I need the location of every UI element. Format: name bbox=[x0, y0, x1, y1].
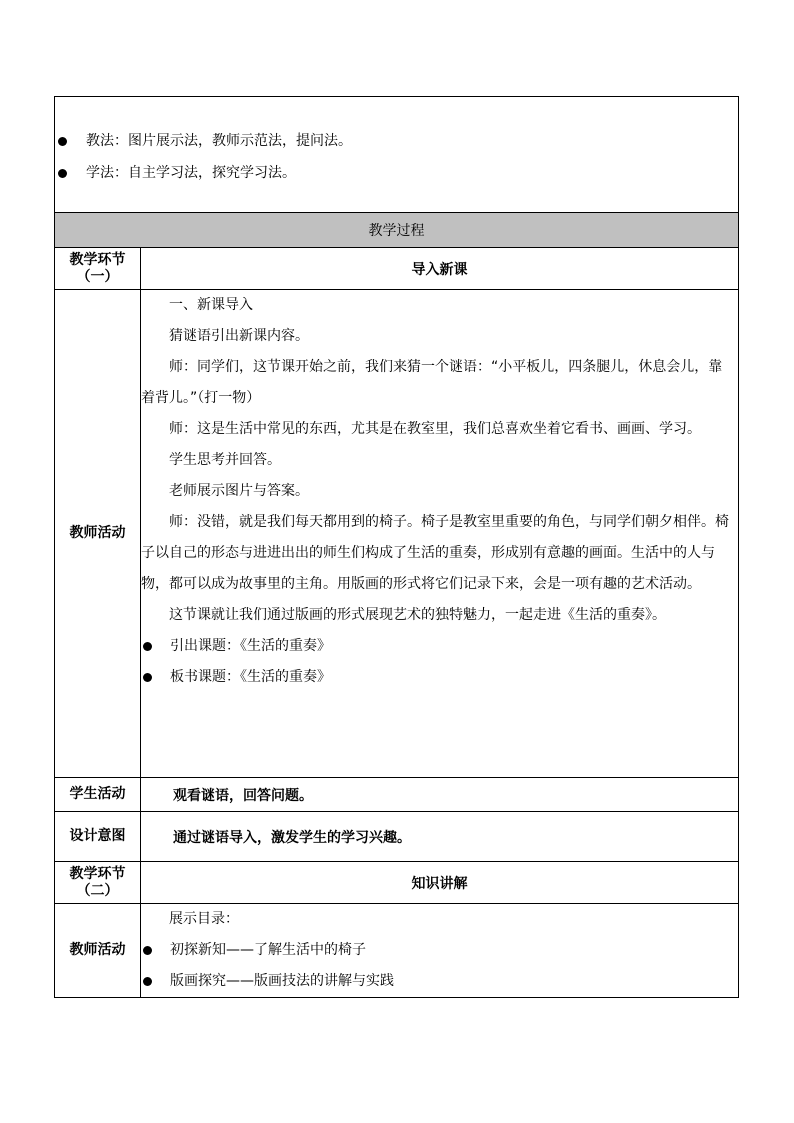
paragraph: 一、新课导入 bbox=[169, 297, 253, 313]
process-header: 教学过程 bbox=[55, 213, 739, 248]
paragraph: 老师展示图片与答案。 bbox=[169, 483, 309, 499]
paragraph: 学生思考并回答。 bbox=[169, 452, 281, 468]
process-header-row bbox=[55, 213, 739, 248]
section2-title: 知识讲解 bbox=[141, 862, 739, 904]
list-item bbox=[141, 966, 738, 997]
list-item bbox=[55, 125, 738, 157]
bullet-icon bbox=[143, 977, 152, 986]
section2-label: 教学环节（二） bbox=[55, 862, 141, 904]
section2-header-row bbox=[55, 862, 739, 904]
section1-design-row bbox=[55, 812, 739, 862]
paragraph: 师：没错，就是我们每天都用到的椅子。椅子是教室里重要的角色，与同学们朝夕相伴。椅子以自己的形态与进进出出的师生们构成了生活的重奏，形成别有意趣的画面。生活中的人与物，都可以成为故事里的主角。用版画的形式将它们记录下来，会是一项有趣的艺术活动。 bbox=[141, 514, 729, 592]
section1-teacher-content bbox=[141, 290, 739, 778]
bullet-icon bbox=[58, 169, 67, 178]
learning-method-text: 学法：自主学习法，探究学习法。 bbox=[86, 164, 296, 181]
paragraph: 这节课就让我们通过版画的形式展现艺术的独特魅力，一起走进《生活的重奏》。 bbox=[169, 607, 666, 623]
lesson-plan-table bbox=[54, 96, 739, 998]
paragraph: 展示目录： bbox=[169, 911, 239, 927]
section1-header-row bbox=[55, 248, 739, 290]
section1-title: 导入新课 bbox=[141, 248, 739, 290]
section2-teacher-content bbox=[141, 904, 739, 998]
bullet-icon bbox=[143, 946, 152, 955]
bullet-text: 初探新知——了解生活中的椅子 bbox=[170, 942, 366, 958]
bullet-text: 版画探究——版画技法的讲解与实践 bbox=[170, 973, 394, 989]
methods-cell bbox=[55, 97, 739, 213]
section1-teacher-label: 教师活动 bbox=[55, 290, 141, 778]
section2-teacher-row bbox=[55, 904, 739, 998]
bullet-text: 引出课题：《生活的重奏》 bbox=[170, 638, 331, 654]
list-item bbox=[141, 631, 738, 662]
bullet-icon bbox=[143, 642, 152, 651]
paragraph: 师：同学们，这节课开始之前，我们来猜一个谜语：“小平板儿，四条腿儿，休息会儿，靠着背儿。”（打一物） bbox=[141, 359, 723, 406]
section1-design-label: 设计意图 bbox=[55, 812, 141, 862]
section1-student-row bbox=[55, 778, 739, 812]
list-item bbox=[141, 662, 738, 693]
section1-label: 教学环节（一） bbox=[55, 248, 141, 290]
section1-design-text: 通过谜语导入，激发学生的学习兴趣。 bbox=[141, 812, 739, 862]
section1-student-label: 学生活动 bbox=[55, 778, 141, 812]
paragraph: 猜谜语引出新课内容。 bbox=[169, 328, 309, 344]
teaching-method-text: 教法：图片展示法，教师示范法，提问法。 bbox=[86, 132, 352, 149]
paragraph: 师：这是生活中常见的东西，尤其是在教室里，我们总喜欢坐着它看书、画画、学习。 bbox=[169, 421, 701, 437]
section2-teacher-label: 教师活动 bbox=[55, 904, 141, 998]
methods-row bbox=[55, 97, 739, 213]
bullet-icon bbox=[143, 673, 152, 682]
list-item bbox=[141, 935, 738, 966]
bullet-icon bbox=[58, 137, 67, 146]
bullet-text: 板书课题：《生活的重奏》 bbox=[170, 669, 331, 685]
section1-student-text: 观看谜语，回答问题。 bbox=[141, 778, 739, 812]
section1-teacher-row bbox=[55, 290, 739, 778]
list-item bbox=[55, 157, 738, 189]
